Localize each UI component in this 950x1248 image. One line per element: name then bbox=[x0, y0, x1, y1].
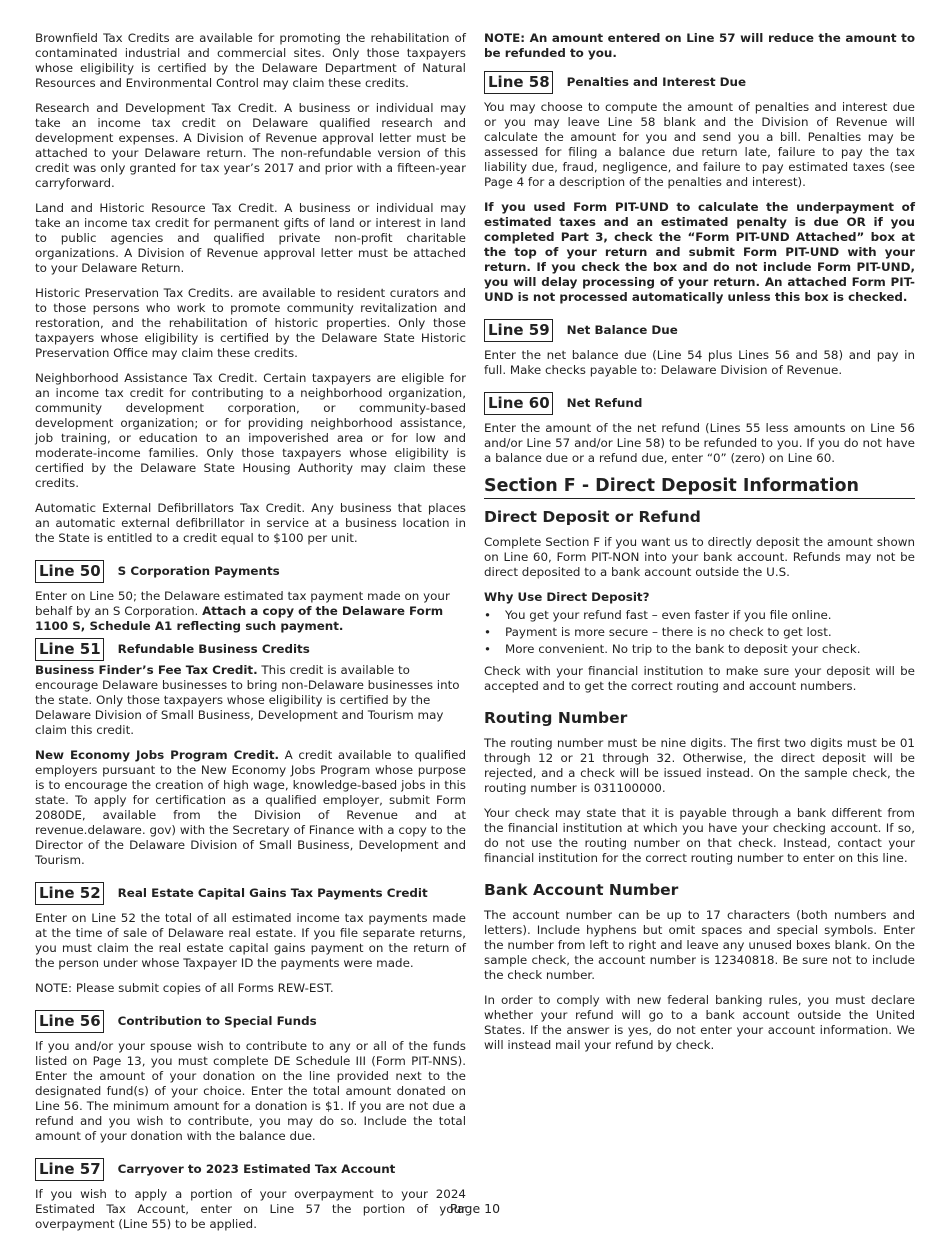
why-direct-deposit-heading: Why Use Direct Deposit? bbox=[484, 590, 650, 604]
bullet-icon: • bbox=[484, 608, 492, 622]
line-58-title: Penalties and Interest Due bbox=[566, 75, 747, 89]
finders-fee-paragraph: Business Finder’s Fee Tax Credit. This credit is available to encourage Delaware businesses to bring non-Delaware businesses into the state. Only those taxpayers whose eligibility is certified by the Delaware Division of Small Business, Development and Tourism may claim this credit. bbox=[35, 663, 460, 737]
land-historic-paragraph: Land and Historic Resource Tax Credit. A business or individual may take an income tax credit for permanent gifts of land or interest in land to public agencies and qualified private non-profit charitable organizations. A Division of Revenue approval letter must be attached to your Delaware Return. bbox=[35, 201, 466, 275]
left-column bbox=[35, 31, 466, 1242]
line-59-heading bbox=[484, 319, 915, 342]
page-number: Page 10 bbox=[449, 1201, 501, 1216]
line-60-box: Line 60 bbox=[484, 392, 553, 415]
line-60-title: Net Refund bbox=[566, 396, 643, 410]
bullet-icon: • bbox=[484, 625, 492, 639]
line-60-heading bbox=[484, 392, 915, 415]
line-59-box: Line 59 bbox=[484, 319, 553, 342]
research-development-paragraph: Research and Development Tax Credit. A business or individual may take an income tax credit on Delaware qualified research and development expenses. A Division of Revenue approval letter must be attached to your Delaware return. The non-refundable version of this credit was only granted for tax year’s 2017 and prior with a fifteen-year carryforward. bbox=[35, 101, 466, 190]
line-52-box: Line 52 bbox=[35, 882, 104, 905]
line-52-title: Real Estate Capital Gains Tax Payments Credit bbox=[117, 886, 428, 900]
line-52-text: Enter on Line 52 the total of all estimated income tax payments made at the time of sale of Delaware real estate. If you file separate returns, you must claim the real estate capital gains payment on the return of the person under whose Taxpayer ID the payments were made. bbox=[35, 911, 466, 970]
payable-through-paragraph: Your check may state that it is payable through a bank different from the financial institution at which you have your checking account. If so, do not use the routing number on that check. Instead, contact your financial institution for the correct routing number to enter on this line. bbox=[484, 806, 915, 865]
line-58-pit-und-paragraph: If you used Form PIT-UND to calculate the underpayment of estimated taxes and an estimated penalty is due OR if you completed Part 3, check the “Form PIT-UND Attached” box at the top of your return and submit Form PIT-UND with your return. If you check the box and do not include Form PIT-UND, you will delay processing of your return. An attached Form PIT-UND is not processed automatically unless this box is checked. bbox=[484, 200, 915, 304]
section-f-title: Section F - Direct Deposit Information bbox=[484, 476, 915, 499]
defibrillators-paragraph: Automatic External Defibrillators Tax Credit. Any business that places an automatic external defibrillator in service at a business location in the State is entitled to a credit equal to $100 per unit. bbox=[35, 501, 466, 545]
list-item: • Payment is more secure – there is no check to get lost. bbox=[484, 625, 832, 639]
bank-account-subhead: Bank Account Number bbox=[484, 881, 679, 899]
line-57-title: Carryover to 2023 Estimated Tax Account bbox=[117, 1162, 396, 1176]
direct-deposit-subhead: Direct Deposit or Refund bbox=[484, 508, 701, 526]
list-item: • More convenient. No trip to the bank to deposit your check. bbox=[484, 642, 861, 656]
new-economy-jobs-paragraph: New Economy Jobs Program Credit. A credit available to qualified employers pursuant to the New Economy Jobs Program whose purpose is to encourage the creation of high wage, knowledge-based jobs in this state. To apply for certification as a qualified employer, submit Form 2080DE, available from the Division of Revenue and at revenue.delaware. gov) with the Secretary of Finance with a copy to the Director of the Delaware Division of Small Business, Development and Tourism. bbox=[35, 748, 467, 867]
neighborhood-assistance-paragraph: Neighborhood Assistance Tax Credit. Certain taxpayers are eligible for an income tax credit for contributing to a neighborhood organization, community development corporation, or community-based development organization; or for providing neighborhood assistance, job training, or education to an impoverished area or for low and moderate-income families. Only those taxpayers whose eligibility is certified by the Delaware State Housing Authority may claim these credits. bbox=[35, 371, 466, 490]
line-60-text: Enter the amount of the net refund (Lines 55 less amounts on Line 56 and/or Line 57 and/or Line 58) to be refunded to you. If you do not have a balance due or a refund due, enter “0” (zero) on Line 60. bbox=[484, 421, 915, 465]
line-50-heading bbox=[35, 560, 466, 583]
line-50-text: Enter on Line 50; the Delaware estimated tax payment made on your behalf by an S Corporation. Attach a copy of the Delaware Form 1100 S, Schedule A1 reflecting such payment. bbox=[35, 589, 450, 633]
account-number-paragraph: The account number can be up to 17 characters (both numbers and letters). Include hyphens but omit spaces and special symbols. Enter the number from left to right and leave any unused boxes blank. On the sample check, the account number is 12340818. Be sure not to include the check number. bbox=[484, 908, 915, 982]
brownfield-paragraph: Brownfield Tax Credits are available for promoting the rehabilitation of contaminated industrial and commercial sites. Only those taxpayers whose eligibility is certified by the Delaware Department of Natural Resources and Environmental Control may claim these credits. bbox=[35, 31, 466, 90]
line-51-box: Line 51 bbox=[35, 638, 104, 661]
line-59-text: Enter the net balance due (Line 54 plus Lines 56 and 58) and pay in full. Make checks payable to: Delaware Division of Revenue. bbox=[484, 348, 915, 377]
line-56-title: Contribution to Special Funds bbox=[117, 1014, 317, 1028]
line-50-title: S Corporation Payments bbox=[117, 564, 280, 578]
direct-deposit-paragraph: Complete Section F if you want us to directly deposit the amount shown on Line 60, Form PIT-NON into your bank account. Refunds may not be direct deposited to a bank account outside the U.S. bbox=[484, 535, 915, 579]
line-57-note: NOTE: An amount entered on Line 57 will reduce the amount to be refunded to you. bbox=[484, 31, 915, 60]
line-50-box: Line 50 bbox=[35, 560, 104, 583]
line-52-note: NOTE: Please submit copies of all Forms REW-EST. bbox=[35, 981, 334, 995]
line-52-heading bbox=[35, 882, 466, 905]
line-57-box: Line 57 bbox=[35, 1158, 104, 1181]
line-56-heading bbox=[35, 1010, 466, 1033]
routing-number-subhead: Routing Number bbox=[484, 709, 628, 727]
line-56-box: Line 56 bbox=[35, 1010, 104, 1033]
list-item: • You get your refund fast – even faster if you file online. bbox=[484, 608, 832, 622]
historic-preservation-paragraph: Historic Preservation Tax Credits. are available to resident curators and to those persons who work to promote community revitalization and restoration, and the rehabilitation of historic properties. Only those taxpayers whose eligibility is certified by the Delaware State Historic Preservation Office may claim these credits. bbox=[35, 286, 466, 360]
line-58-heading bbox=[484, 71, 915, 94]
line-51-title: Refundable Business Credits bbox=[117, 642, 310, 656]
line-57-text: If you wish to apply a portion of your overpayment to your 2024 Estimated Tax Account, enter on Line 57 the portion of your overpayment (Line 55) to be applied. bbox=[35, 1187, 466, 1231]
right-column bbox=[484, 31, 915, 1063]
line-58-text: You may choose to compute the amount of penalties and interest due or you may leave Line 58 blank and the Division of Revenue will calculate the amount for you and send you a bill. Penalties may be assessed for filing a balance due return late, failure to pay the tax liability due, fraud, negligence, and failure to pay estimated taxes (see Page 4 for a description of the penalties and interest). bbox=[484, 100, 915, 189]
line-51-heading bbox=[35, 638, 466, 661]
bullet-icon: • bbox=[484, 642, 492, 656]
line-58-box: Line 58 bbox=[484, 71, 553, 94]
line-56-text: If you and/or your spouse wish to contribute to any or all of the funds listed on Page 13, you must complete DE Schedule III (Form PIT-NNS). Enter the amount of your donation on the line provided next to the designated fund(s) of your choice. Enter the total amount donated on Line 56. The minimum amount for a donation is $1. If you are not due a refund and you wish to contribute, you may do so. Include the total amount of your donation with the balance due. bbox=[35, 1039, 466, 1143]
line-57-heading bbox=[35, 1158, 466, 1181]
routing-number-paragraph: The routing number must be nine digits. The first two digits must be 01 through 12 or 21 through 32. Otherwise, the direct deposit will be rejected, and a check will be issued instead. On the sample check, the routing number is 031100000. bbox=[484, 736, 915, 795]
federal-banking-rules-paragraph: In order to comply with new federal banking rules, you must declare whether your refund will go to a bank account outside the United States. If the answer is yes, do not enter your account information. We will instead mail your refund by check. bbox=[484, 993, 915, 1052]
financial-institution-paragraph: Check with your financial institution to make sure your deposit will be accepted and to get the correct routing and account numbers. bbox=[484, 664, 915, 693]
direct-deposit-benefits-list bbox=[484, 607, 915, 658]
line-59-title: Net Balance Due bbox=[566, 323, 678, 337]
